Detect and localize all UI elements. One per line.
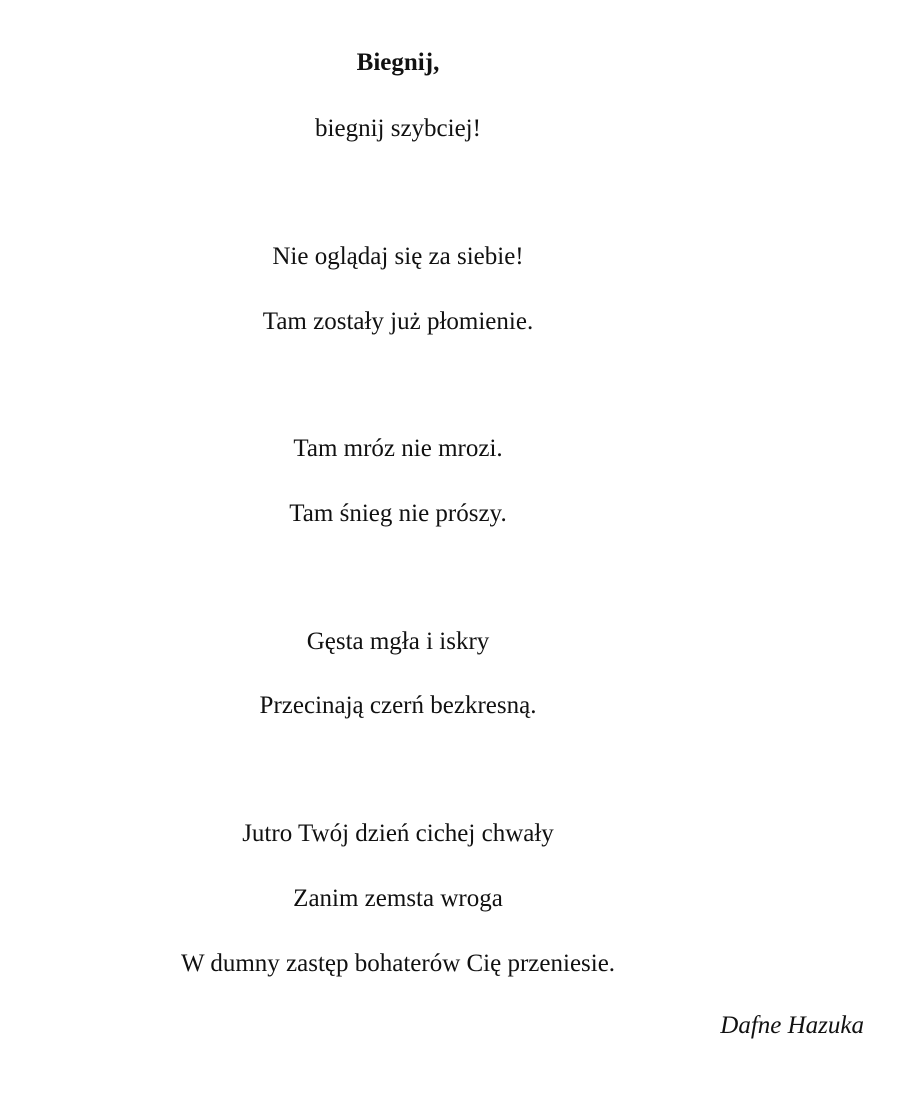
- poem-line: Tam śnieg nie prószy.: [289, 500, 507, 527]
- poem-line: Nie oglądaj się za siebie!: [272, 243, 524, 270]
- poem-line: Jutro Twój dzień cichej chwały: [242, 820, 554, 847]
- poem-line: W dumny zastęp bohaterów Cię przeniesie.: [180, 950, 616, 977]
- poem-line: Tam mróz nie mrozi.: [293, 435, 503, 462]
- poem-line: Gęsta mgła i iskry: [306, 628, 490, 655]
- poem-title: Biegnij,: [356, 49, 440, 76]
- poem-line: Tam zostały już płomienie.: [262, 308, 534, 335]
- poem-line: biegnij szybciej!: [315, 115, 481, 142]
- poem-author: Dafne Hazuka: [720, 1012, 864, 1039]
- poem-line: Przecinają czerń bezkresną.: [259, 692, 537, 719]
- poem-line: Zanim zemsta wroga: [293, 885, 503, 912]
